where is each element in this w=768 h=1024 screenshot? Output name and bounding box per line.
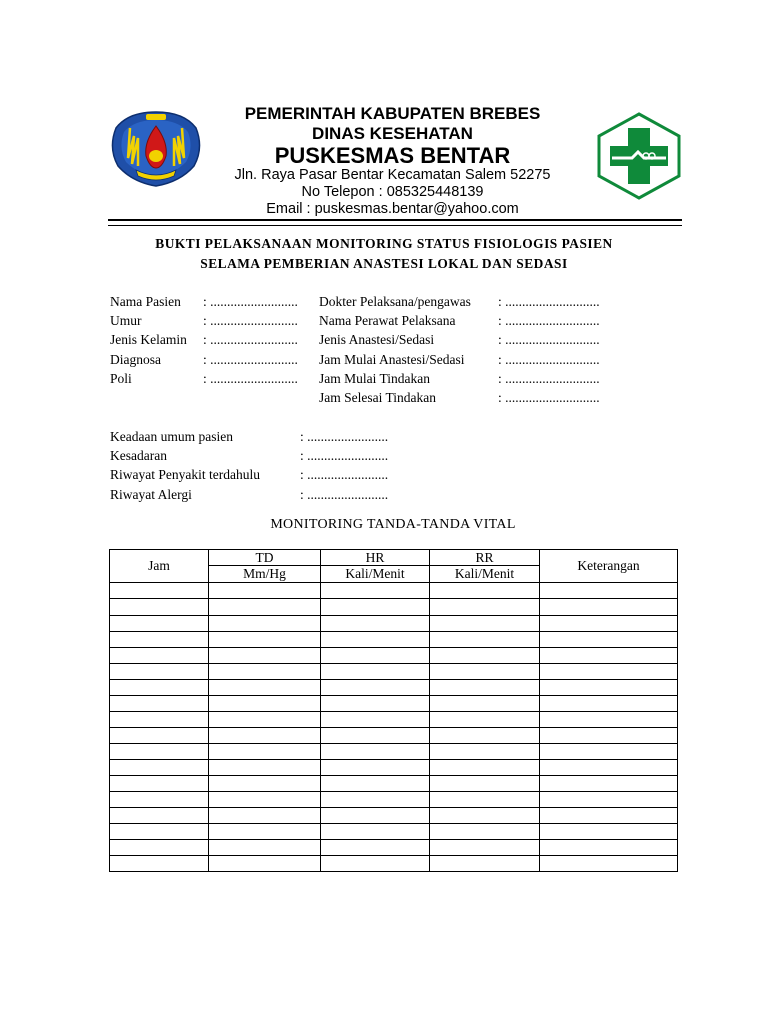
rr-cell[interactable]	[430, 631, 540, 647]
hr-cell[interactable]	[321, 599, 430, 615]
procedure-start-field[interactable]: : ............................	[498, 371, 600, 386]
hr-cell[interactable]	[321, 663, 430, 679]
rr-cell[interactable]	[430, 599, 540, 615]
jam-cell[interactable]	[110, 583, 209, 599]
hr-cell[interactable]	[321, 583, 430, 599]
table-row	[110, 807, 678, 823]
table-row	[110, 615, 678, 631]
medical-history-label: Riwayat Penyakit terdahulu	[110, 467, 260, 482]
jam-cell[interactable]	[110, 807, 209, 823]
keterangan-cell[interactable]	[540, 663, 678, 679]
td-cell[interactable]	[209, 615, 321, 631]
rr-cell[interactable]	[430, 727, 540, 743]
table-row	[110, 791, 678, 807]
jam-cell[interactable]	[110, 839, 209, 855]
td-cell[interactable]	[209, 599, 321, 615]
gender-field[interactable]: : ..........................	[203, 332, 298, 347]
keterangan-cell[interactable]	[540, 615, 678, 631]
hr-cell[interactable]	[321, 855, 430, 871]
procedure-start-label: Jam Mulai Tindakan	[319, 371, 431, 386]
patient-name-field[interactable]: : ..........................	[203, 294, 298, 309]
procedure-end-label: Jam Selesai Tindakan	[319, 390, 436, 405]
jam-header: Jam	[110, 550, 209, 583]
facility-name: PUSKESMAS BENTAR	[274, 143, 511, 168]
medical-history-field[interactable]: : ........................	[300, 467, 389, 482]
jam-cell[interactable]	[110, 727, 209, 743]
hr-header: HR	[321, 550, 430, 566]
rr-cell[interactable]	[430, 615, 540, 631]
table-row	[110, 855, 678, 871]
age-field[interactable]: : ..........................	[203, 313, 298, 328]
td-cell[interactable]	[209, 583, 321, 599]
allergy-history-field[interactable]: : ........................	[300, 487, 389, 502]
header-divider-thick	[108, 219, 682, 221]
keterangan-cell[interactable]	[540, 647, 678, 663]
keterangan-cell[interactable]	[540, 679, 678, 695]
rr-cell[interactable]	[430, 679, 540, 695]
vital-signs-title: MONITORING TANDA-TANDA VITAL	[270, 517, 516, 532]
table-row	[110, 583, 678, 599]
clinic-field[interactable]: : ..........................	[203, 371, 298, 386]
table-row	[110, 631, 678, 647]
keterangan-cell[interactable]	[540, 583, 678, 599]
jam-cell[interactable]	[110, 599, 209, 615]
td-cell[interactable]	[209, 775, 321, 791]
facility-email: Email : puskesmas.bentar@yahoo.com	[266, 201, 519, 217]
document-title-line-1: BUKTI PELAKSANAAN MONITORING STATUS FISIOLOGIS PASIEN	[155, 236, 613, 251]
rr-cell[interactable]	[430, 759, 540, 775]
nurse-label: Nama Perawat Pelaksana	[319, 313, 456, 328]
td-cell[interactable]	[209, 791, 321, 807]
hr-cell[interactable]	[321, 791, 430, 807]
hr-cell[interactable]	[321, 615, 430, 631]
hr-cell[interactable]	[321, 775, 430, 791]
consciousness-label: Kesadaran	[110, 448, 167, 463]
general-condition-field[interactable]: : ........................	[300, 429, 389, 444]
rr-cell[interactable]	[430, 743, 540, 759]
table-row	[110, 823, 678, 839]
table-row	[110, 727, 678, 743]
td-cell[interactable]	[209, 647, 321, 663]
td-cell[interactable]	[209, 759, 321, 775]
diagnosis-field[interactable]: : ..........................	[203, 352, 298, 367]
rr-cell[interactable]	[430, 807, 540, 823]
rr-cell[interactable]	[430, 839, 540, 855]
allergy-history-label: Riwayat Alergi	[110, 487, 192, 502]
hr-cell[interactable]	[321, 823, 430, 839]
keterangan-cell[interactable]	[540, 599, 678, 615]
keterangan-cell[interactable]	[540, 631, 678, 647]
rr-cell[interactable]	[430, 823, 540, 839]
general-condition-label: Keadaan umum pasien	[110, 429, 233, 444]
keterangan-cell[interactable]	[540, 855, 678, 871]
jam-cell[interactable]	[110, 631, 209, 647]
clinic-label: Poli	[110, 371, 132, 386]
rr-unit-header: Kali/Menit	[430, 566, 540, 583]
rr-cell[interactable]	[430, 791, 540, 807]
rr-header: RR	[430, 550, 540, 566]
department-name: DINAS KESEHATAN	[312, 124, 473, 143]
keterangan-cell[interactable]	[540, 743, 678, 759]
jam-cell[interactable]	[110, 711, 209, 727]
keterangan-cell[interactable]	[540, 711, 678, 727]
td-cell[interactable]	[209, 743, 321, 759]
jam-cell[interactable]	[110, 615, 209, 631]
keterangan-cell[interactable]	[540, 823, 678, 839]
hr-unit-header: Kali/Menit	[321, 566, 430, 583]
keterangan-cell[interactable]	[540, 839, 678, 855]
keterangan-cell[interactable]	[540, 807, 678, 823]
consciousness-field[interactable]: : ........................	[300, 448, 389, 463]
hr-cell[interactable]	[321, 695, 430, 711]
table-row	[110, 599, 678, 615]
jam-cell[interactable]	[110, 743, 209, 759]
anesthesia-type-label: Jenis Anastesi/Sedasi	[319, 332, 435, 347]
keterangan-cell[interactable]	[540, 791, 678, 807]
jam-cell[interactable]	[110, 855, 209, 871]
hr-cell[interactable]	[321, 839, 430, 855]
keterangan-cell[interactable]	[540, 759, 678, 775]
jam-cell[interactable]	[110, 759, 209, 775]
jam-cell[interactable]	[110, 791, 209, 807]
table-row	[110, 711, 678, 727]
anesthesia-start-field[interactable]: : ............................	[498, 352, 600, 367]
td-header: TD	[209, 550, 321, 566]
anesthesia-type-field[interactable]: : ............................	[498, 332, 600, 347]
jam-cell[interactable]	[110, 823, 209, 839]
age-label: Umur	[110, 313, 142, 328]
vital-signs-body	[110, 583, 678, 872]
hr-cell[interactable]	[321, 807, 430, 823]
puskesmas-cross-icon	[592, 110, 686, 200]
td-cell[interactable]	[209, 823, 321, 839]
rr-cell[interactable]	[430, 583, 540, 599]
keterangan-cell[interactable]	[540, 775, 678, 791]
government-name: PEMERINTAH KABUPATEN BREBES	[244, 104, 541, 123]
jam-cell[interactable]	[110, 679, 209, 695]
jam-cell[interactable]	[110, 663, 209, 679]
table-row	[110, 775, 678, 791]
table-row	[110, 695, 678, 711]
doctor-field[interactable]: : ............................	[498, 294, 600, 309]
keterangan-cell[interactable]	[540, 695, 678, 711]
hr-cell[interactable]	[321, 759, 430, 775]
jam-cell[interactable]	[110, 775, 209, 791]
jam-cell[interactable]	[110, 695, 209, 711]
hr-cell[interactable]	[321, 647, 430, 663]
table-row	[110, 839, 678, 855]
td-cell[interactable]	[209, 711, 321, 727]
td-cell[interactable]	[209, 855, 321, 871]
td-cell[interactable]	[209, 695, 321, 711]
document-title-line-2: SELAMA PEMBERIAN ANASTESI LOKAL DAN SEDASI	[200, 256, 568, 271]
td-cell[interactable]	[209, 663, 321, 679]
hr-cell[interactable]	[321, 711, 430, 727]
facility-phone: No Telepon : 085325448139	[301, 184, 484, 200]
hr-cell[interactable]	[321, 743, 430, 759]
table-header-row	[110, 550, 678, 566]
td-cell[interactable]	[209, 807, 321, 823]
facility-address: Jln. Raya Pasar Bentar Kecamatan Salem 52275	[234, 167, 551, 183]
hr-cell[interactable]	[321, 679, 430, 695]
hr-cell[interactable]	[321, 727, 430, 743]
vital-signs-table	[109, 549, 678, 872]
table-row	[110, 663, 678, 679]
rr-cell[interactable]	[430, 775, 540, 791]
td-cell[interactable]	[209, 727, 321, 743]
table-row	[110, 743, 678, 759]
td-cell[interactable]	[209, 631, 321, 647]
regency-crest-icon	[108, 108, 204, 188]
rr-cell[interactable]	[430, 663, 540, 679]
table-row	[110, 647, 678, 663]
procedure-end-field[interactable]: : ............................	[498, 390, 600, 405]
rr-cell[interactable]	[430, 855, 540, 871]
td-cell[interactable]	[209, 839, 321, 855]
anesthesia-start-label: Jam Mulai Anastesi/Sedasi	[319, 352, 465, 367]
keterangan-cell[interactable]	[540, 727, 678, 743]
table-row	[110, 679, 678, 695]
header-divider-thin	[108, 225, 682, 226]
rr-cell[interactable]	[430, 695, 540, 711]
td-unit-header: Mm/Hg	[209, 566, 321, 583]
rr-cell[interactable]	[430, 647, 540, 663]
diagnosis-label: Diagnosa	[110, 352, 161, 367]
jam-cell[interactable]	[110, 647, 209, 663]
gender-label: Jenis Kelamin	[110, 332, 187, 347]
rr-cell[interactable]	[430, 711, 540, 727]
nurse-field[interactable]: : ............................	[498, 313, 600, 328]
hr-cell[interactable]	[321, 631, 430, 647]
doctor-label: Dokter Pelaksana/pengawas	[319, 294, 471, 309]
table-row	[110, 759, 678, 775]
keterangan-header: Keterangan	[540, 550, 678, 583]
patient-name-label: Nama Pasien	[110, 294, 181, 309]
td-cell[interactable]	[209, 679, 321, 695]
